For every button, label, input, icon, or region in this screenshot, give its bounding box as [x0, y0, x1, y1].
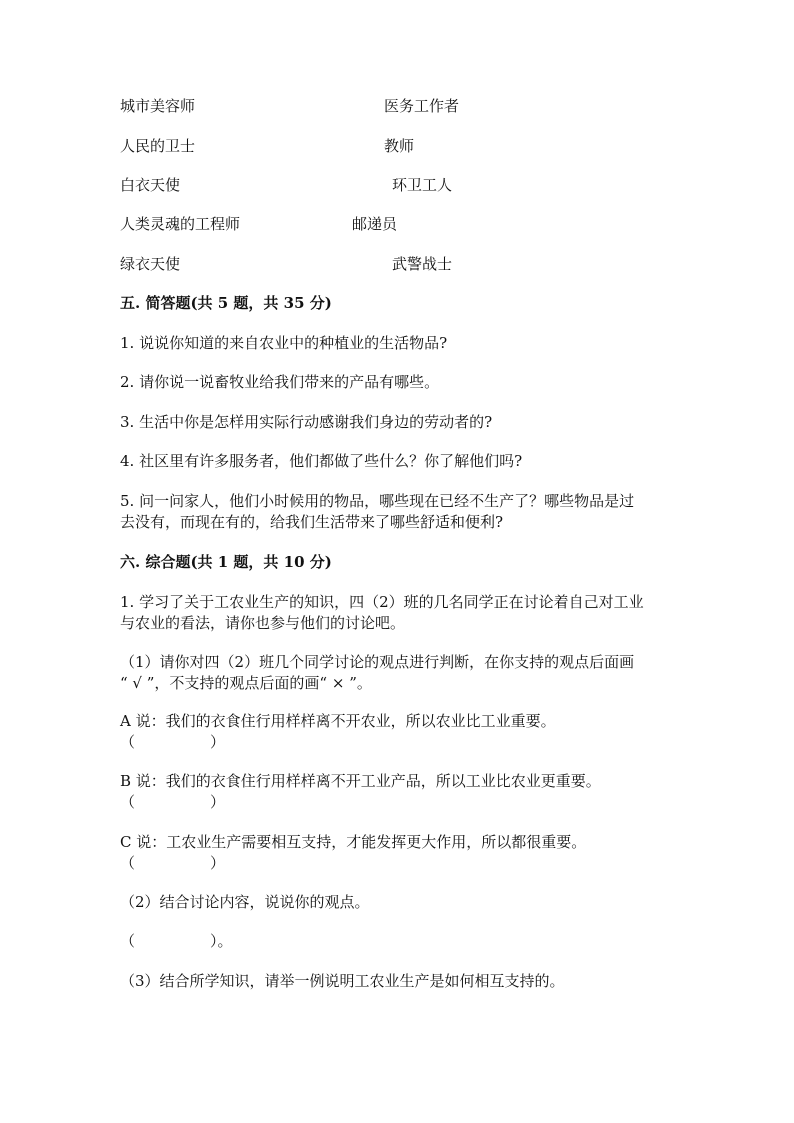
match-left-5: 绿衣天使	[120, 255, 181, 273]
part1-line-1: （1）请你对四（2）班几个同学讨论的观点进行判断，在你支持的观点后面画	[120, 653, 635, 671]
question-5-line-1: 5. 问一问家人，他们小时候用的物品，哪些现在已经不生产了？哪些物品是过	[120, 492, 635, 510]
opinion-c: C 说：工农业生产需要相互支持，才能发挥更大作用，所以都很重要。	[120, 833, 587, 851]
comprehensive-intro-line-1: 1. 学习了关于工农业生产的知识，四（2）班的几名同学正在讨论着自己对工业	[120, 593, 644, 611]
match-right-5: 武警战士	[392, 255, 453, 273]
match-right-1: 医务工作者	[384, 97, 460, 115]
part3-prompt: （3）结合所学知识，请举一例说明工农业生产是如何相互支持的。	[120, 972, 565, 990]
match-left-3: 白衣天使	[120, 176, 181, 194]
question-1: 1. 说说你知道的来自农业中的种植业的生活物品?	[120, 334, 448, 352]
answer-blank-b[interactable]: （ ）	[120, 793, 226, 811]
question-2: 2. 请你说一说畜牧业给我们带来的产品有哪些。	[120, 373, 440, 391]
match-left-1: 城市美容师	[120, 97, 196, 115]
comprehensive-intro-line-2: 与农业的看法，请你也参与他们的讨论吧。	[120, 614, 406, 632]
question-3: 3. 生活中你是怎样用实际行动感谢我们身边的劳动者的?	[120, 413, 493, 431]
section6-heading: 六. 综合题(共 1 题，共 10 分)	[120, 553, 332, 571]
match-right-4: 邮递员	[352, 215, 398, 233]
opinion-b: B 说：我们的衣食住行用样样离不开工业产品，所以工业比农业更重要。	[120, 772, 601, 790]
answer-blank-c[interactable]: （ ）	[120, 854, 226, 872]
match-left-4: 人类灵魂的工程师	[120, 215, 241, 233]
answer-blank-a[interactable]: （ ）	[120, 733, 226, 751]
opinion-a: A 说：我们的衣食住行用样样离不开农业，所以农业比工业重要。	[120, 712, 556, 730]
match-right-2: 教师	[384, 137, 415, 155]
match-right-3: 环卫工人	[392, 176, 453, 194]
answer-blank-part2[interactable]: （ ）。	[120, 932, 233, 950]
section5-heading: 五. 简答题(共 5 题，共 35 分)	[120, 294, 332, 312]
question-5-line-2: 去没有，而现在有的，给我们生活带来了哪些舒适和便利?	[120, 513, 504, 531]
part1-line-2: “ √ ”，不支持的观点后面的画“ × ”。	[120, 674, 372, 692]
part2-prompt: （2）结合讨论内容，说说你的观点。	[120, 893, 370, 911]
question-4: 4. 社区里有许多服务者，他们都做了些什么？你了解他们吗?	[120, 452, 523, 470]
match-left-2: 人民的卫士	[120, 137, 196, 155]
